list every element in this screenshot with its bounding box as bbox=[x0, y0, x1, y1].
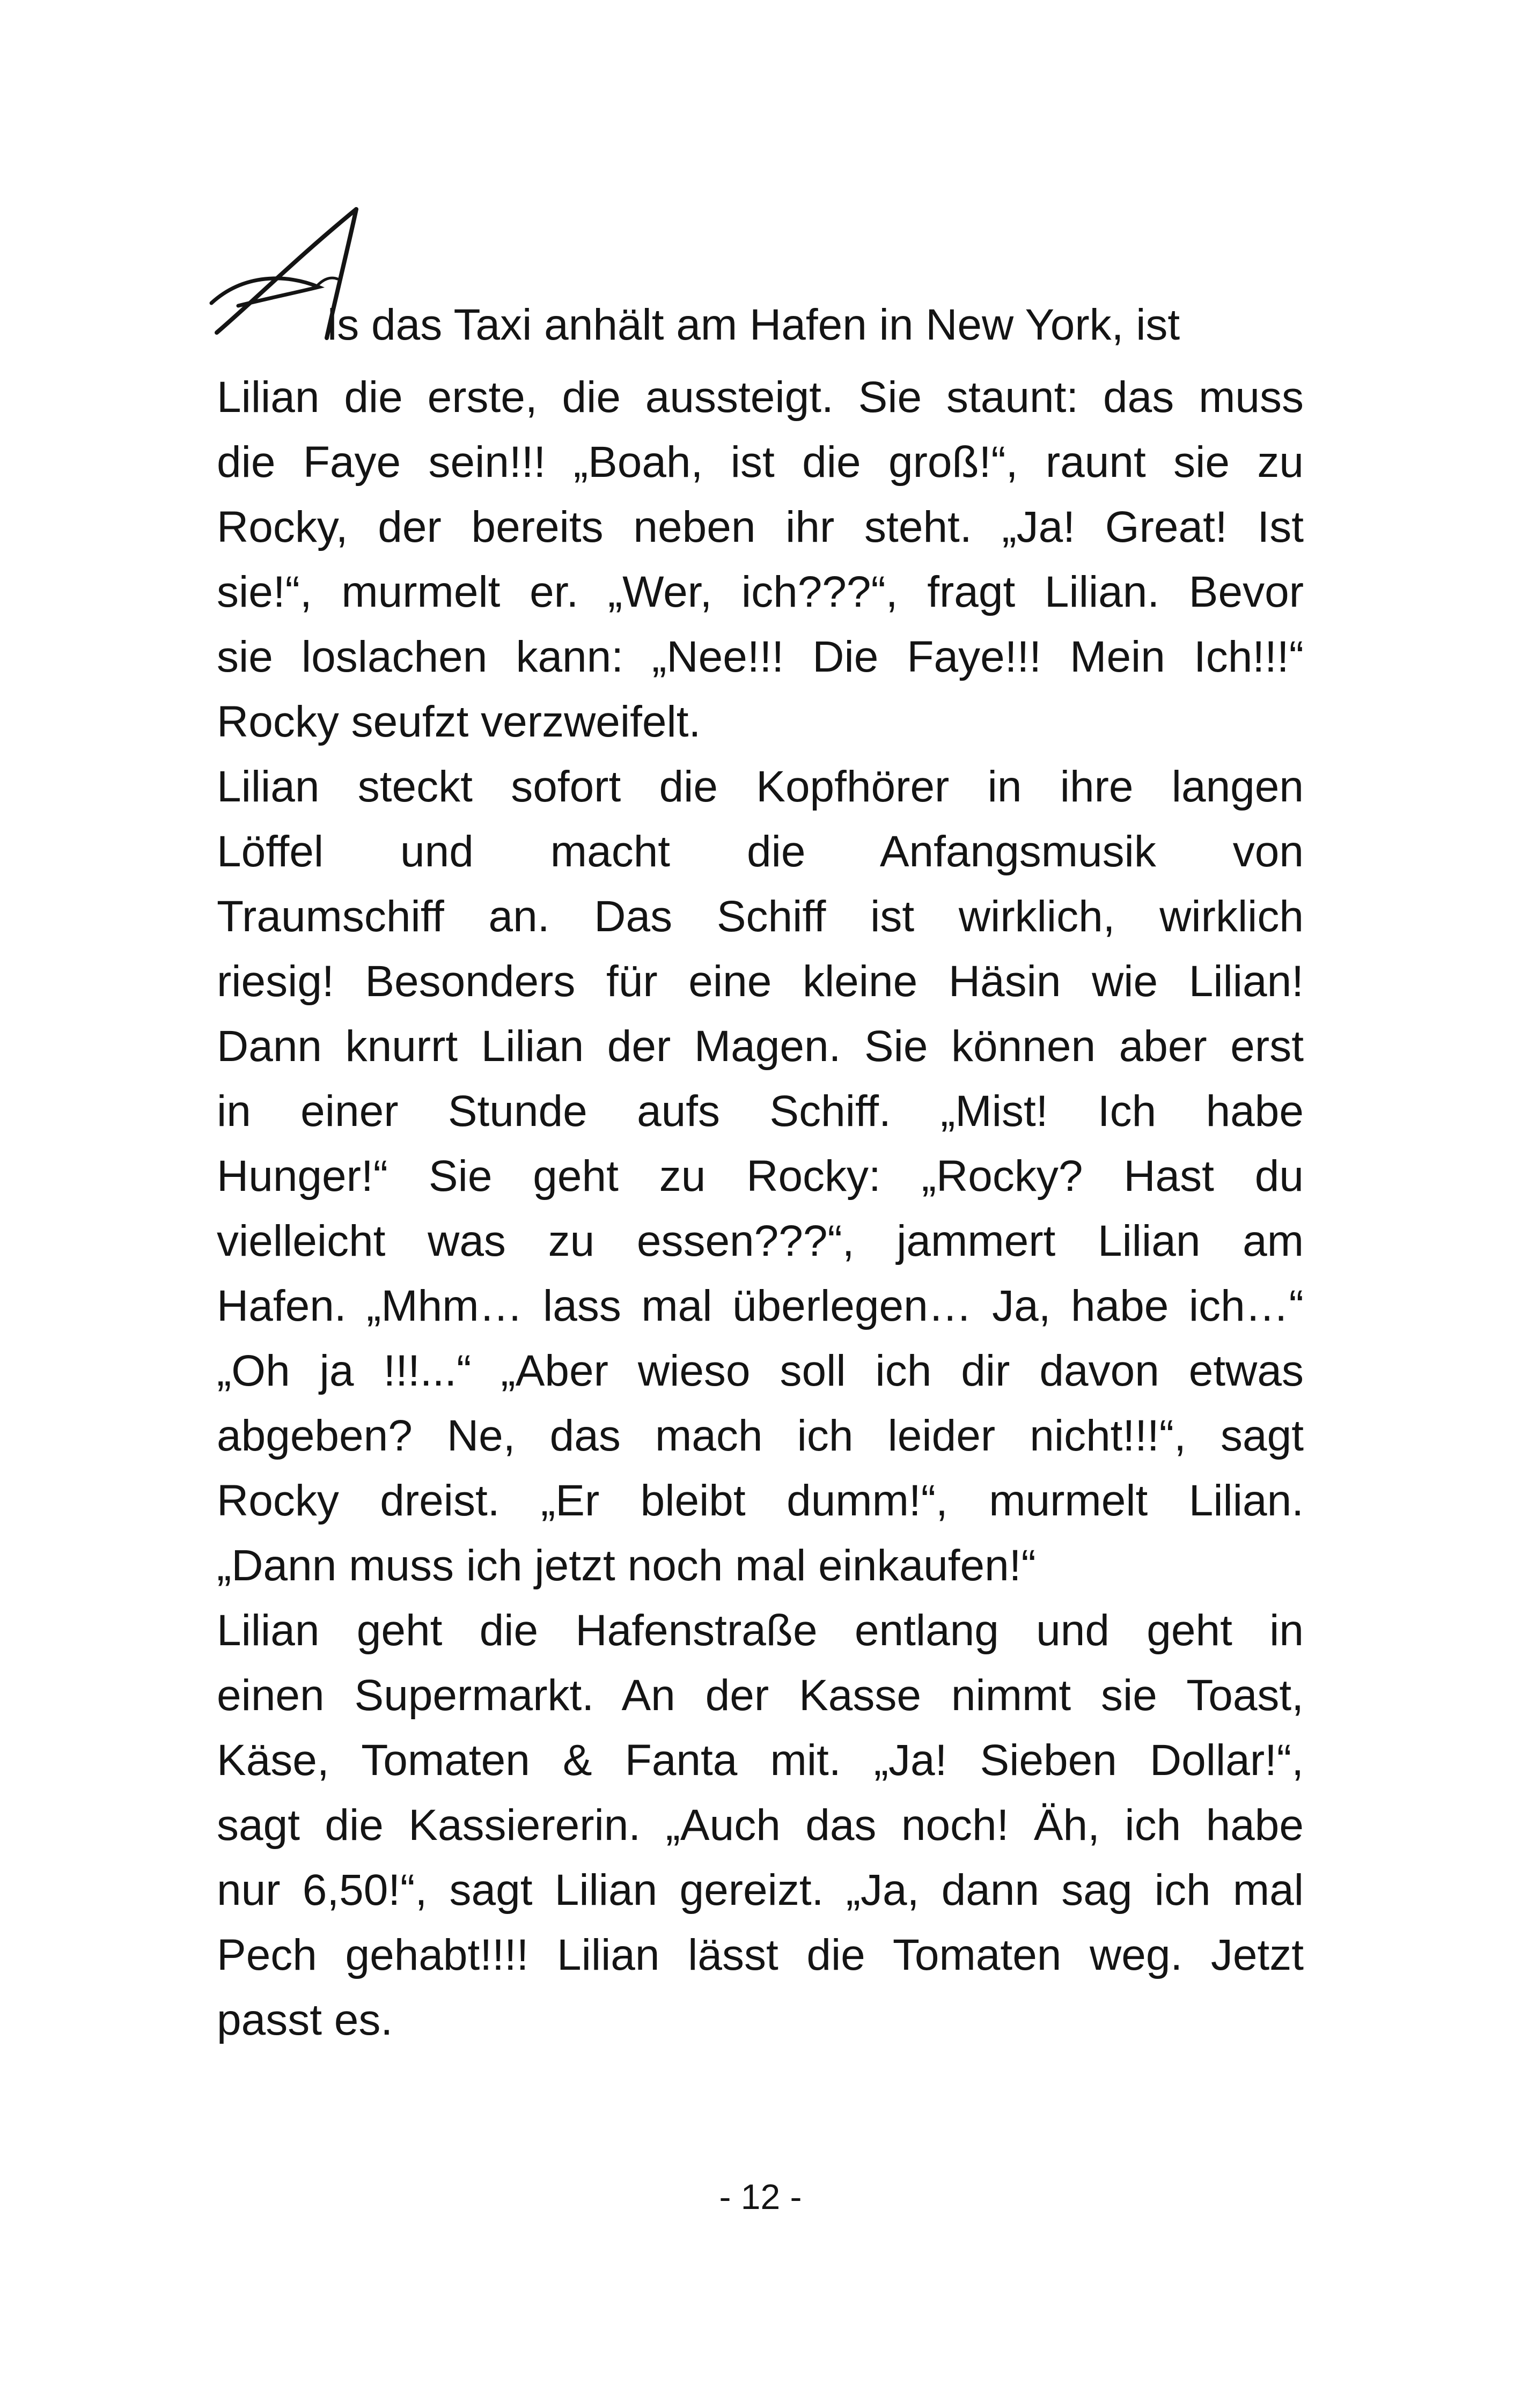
text-line: Lilian steckt sofort die Kopfhörer in ihre langen bbox=[217, 762, 1304, 811]
first-line bbox=[217, 204, 1304, 365]
text-line: Rocky, der bereits neben ihr steht. „Ja! Great! Ist bbox=[217, 503, 1304, 551]
text-line: einen Supermarkt. An der Kasse nimmt sie Toast, bbox=[217, 1671, 1304, 1720]
text-line: Hafen. „Mhm… lass mal überlegen… Ja, habe ich…“ bbox=[217, 1282, 1304, 1330]
text-line: sie!“, murmelt er. „Wer, ich???“, fragt Lilian. Bevor bbox=[217, 568, 1304, 616]
text-line: nur 6,50!“, sagt Lilian gereizt. „Ja, dann sag ich mal bbox=[217, 1866, 1304, 1914]
text-line: „Dann muss ich jetzt noch mal einkaufen!“ bbox=[217, 1541, 1036, 1590]
text-line: Dann knurrt Lilian der Magen. Sie können aber erst bbox=[217, 1022, 1304, 1071]
text-line: abgeben? Ne, das mach ich leider nicht!!!“, sagt bbox=[217, 1411, 1304, 1460]
text-line: in einer Stunde aufs Schiff. „Mist! Ich habe bbox=[217, 1087, 1304, 1136]
page-number: - 12 - bbox=[719, 2177, 802, 2216]
text-line: „Oh ja !!!...“ „Aber wieso soll ich dir davon etwas bbox=[217, 1346, 1304, 1395]
text-line: Käse, Tomaten & Fanta mit. „Ja! Sieben Dollar!“, bbox=[217, 1736, 1304, 1785]
text-line: riesig! Besonders für eine kleine Häsin wie Lilian! bbox=[217, 957, 1304, 1006]
text-line: Pech gehabt!!!! Lilian lässt die Tomaten weg. Jetzt bbox=[217, 1931, 1304, 1979]
text-line: vielleicht was zu essen???“, jammert Lilian am bbox=[217, 1217, 1304, 1265]
text-line: Löffel und macht die Anfangsmusik von bbox=[217, 827, 1304, 876]
paragraph-lines bbox=[217, 365, 1304, 2052]
text-line: Lilian die erste, die aussteigt. Sie staunt: das muss bbox=[217, 373, 1304, 422]
text-line: Traumschiff an. Das Schiff ist wirklich, wirklich bbox=[217, 892, 1304, 941]
body-text bbox=[217, 204, 1304, 2052]
text-line: sagt die Kassiererin. „Auch das noch! Äh, ich habe bbox=[217, 1801, 1304, 1850]
text-line: Rocky dreist. „Er bleibt dumm!“, murmelt Lilian. bbox=[217, 1476, 1304, 1525]
text-line: sie loslachen kann: „Nee!!! Die Faye!!! Mein Ich!!!“ bbox=[217, 632, 1304, 681]
text-line: Rocky seufzt verzweifelt. bbox=[217, 697, 701, 746]
text-line: Lilian geht die Hafenstraße entlang und geht in bbox=[217, 1606, 1304, 1655]
text-line: passt es. bbox=[217, 1995, 393, 2044]
text-line: die Faye sein!!! „Boah, ist die groß!“, raunt sie zu bbox=[217, 438, 1304, 487]
text-line: Hunger!“ Sie geht zu Rocky: „Rocky? Hast du bbox=[217, 1152, 1304, 1201]
first-line-text: ls das Taxi anhält am Hafen in New York, ist bbox=[327, 300, 1180, 349]
